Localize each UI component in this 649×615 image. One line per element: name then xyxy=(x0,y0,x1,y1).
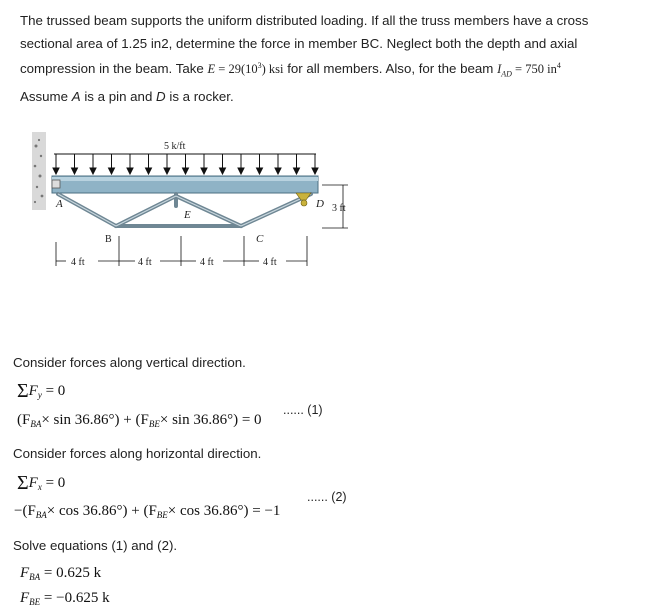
eq1-t2: × sin 36.86°) = 0 xyxy=(159,412,262,428)
eq2 xyxy=(14,503,280,520)
res2-sub: BE xyxy=(29,597,41,607)
label-a: A xyxy=(56,198,63,210)
problem-line-2 xyxy=(20,33,635,56)
problem-line-2-text: sectional area of 1.25 in2, determine the force in member BC. Neglect both the depth and axial xyxy=(20,35,578,51)
sigma-symbol-2: Σ xyxy=(17,472,29,494)
problem-line-3 xyxy=(20,55,635,86)
eq2-sum-sub: x xyxy=(37,482,42,492)
res1-val: = 0.625 k xyxy=(43,565,102,581)
eq1-t1: × sin 36.86°) + (F xyxy=(41,412,149,428)
eq1-sum-rhs: = 0 xyxy=(45,383,66,399)
load-arrow-head xyxy=(201,168,207,174)
load-arrow-head xyxy=(164,168,170,174)
label-d: D xyxy=(316,198,324,210)
eq1-p1: (F xyxy=(17,412,31,428)
problem-line-3-a: compression in the beam. Take xyxy=(20,61,204,77)
horizontal-heading: Consider forces along horizontal direction. xyxy=(13,446,262,461)
res1-f: F xyxy=(20,565,30,581)
load-arrow-head xyxy=(238,168,244,174)
eq1 xyxy=(17,412,262,429)
inertia-symbol: I xyxy=(497,62,502,77)
load-arrow-head xyxy=(183,168,189,174)
problem-line-4-c: is a rocker. xyxy=(169,89,234,105)
eq1-number: ...... (1) xyxy=(283,403,323,417)
eq1-sum-f: F xyxy=(28,383,38,399)
eq2-sum-rhs: = 0 xyxy=(45,475,66,491)
load-arrow-head xyxy=(127,168,133,174)
load-arrow-head xyxy=(72,168,78,174)
modulus-eq: = 29(10 xyxy=(218,62,258,77)
depth-label: 3 ft xyxy=(332,203,346,214)
result-fba xyxy=(20,565,101,582)
problem-line-4-b: is a pin and xyxy=(84,89,153,105)
eq2-sum xyxy=(17,472,65,495)
load-arrow-head xyxy=(109,168,115,174)
load-arrow-head xyxy=(312,168,318,174)
res1-sub: BA xyxy=(29,572,41,582)
eq1-t1sub: BA xyxy=(30,419,42,429)
problem-statement xyxy=(20,10,635,109)
load-arrow-head xyxy=(53,168,59,174)
modulus-unit: ) ksi xyxy=(261,62,284,77)
eq1-sum-sub: y xyxy=(37,390,42,400)
res2-f: F xyxy=(20,590,30,606)
modulus-formula xyxy=(208,62,284,76)
beam xyxy=(52,176,318,193)
result-fbe xyxy=(20,590,110,607)
label-c: C xyxy=(256,233,264,245)
truss-diagram xyxy=(26,132,366,272)
eq2-number: ...... (2) xyxy=(307,490,347,504)
load-arrow-head xyxy=(294,168,300,174)
load-arrow-head xyxy=(146,168,152,174)
span-label-2: 4 ft xyxy=(138,257,152,268)
truss-figure xyxy=(26,132,366,272)
problem-line-1: The trussed beam supports the uniform distributed loading. If all the truss members have a cross xyxy=(20,13,589,28)
eq2-t1sub: BA xyxy=(35,510,47,520)
inertia-sub: AD xyxy=(501,69,512,79)
problem-line-4 xyxy=(20,86,635,109)
problem-line-4-A: A xyxy=(71,89,81,105)
label-b: B xyxy=(105,234,112,245)
span-label-3: 4 ft xyxy=(200,257,214,268)
inertia-val: = 750 in xyxy=(515,62,557,77)
load-arrow-head xyxy=(90,168,96,174)
modulus-exp: 3 xyxy=(257,61,262,70)
span-label-1: 4 ft xyxy=(71,257,85,268)
eq1-sum xyxy=(17,380,65,403)
eq1-t2sub: BE xyxy=(148,419,160,429)
load-arrow-head xyxy=(275,168,281,174)
eq2-t1: × cos 36.86°) + (F xyxy=(46,503,157,519)
load-arrow-head xyxy=(220,168,226,174)
problem-line-4-D: D xyxy=(156,89,166,105)
problem-line-3-b: for all members. Also, for the beam xyxy=(287,61,494,77)
eq2-sum-f: F xyxy=(28,475,38,491)
vertical-heading: Consider forces along vertical direction. xyxy=(13,355,246,370)
label-e: E xyxy=(184,209,191,221)
span-label-4: 4 ft xyxy=(263,257,277,268)
solve-heading: Solve equations (1) and (2). xyxy=(13,538,178,553)
inertia-exp: 4 xyxy=(556,61,561,70)
distributed-load xyxy=(53,154,318,174)
res2-val: = −0.625 k xyxy=(43,590,110,606)
modulus-symbol: E xyxy=(207,62,216,77)
eq2-t2: × cos 36.86°) = −1 xyxy=(167,503,281,519)
load-arrow-head xyxy=(257,168,263,174)
wall-support xyxy=(32,132,46,210)
load-label: 5 k/ft xyxy=(164,141,186,152)
sigma-symbol: Σ xyxy=(17,380,29,402)
problem-line-4-a: Assume xyxy=(20,89,69,105)
inertia-formula xyxy=(497,61,561,79)
eq2-p1: −(F xyxy=(14,503,36,519)
eq2-t2sub: BE xyxy=(156,510,168,520)
